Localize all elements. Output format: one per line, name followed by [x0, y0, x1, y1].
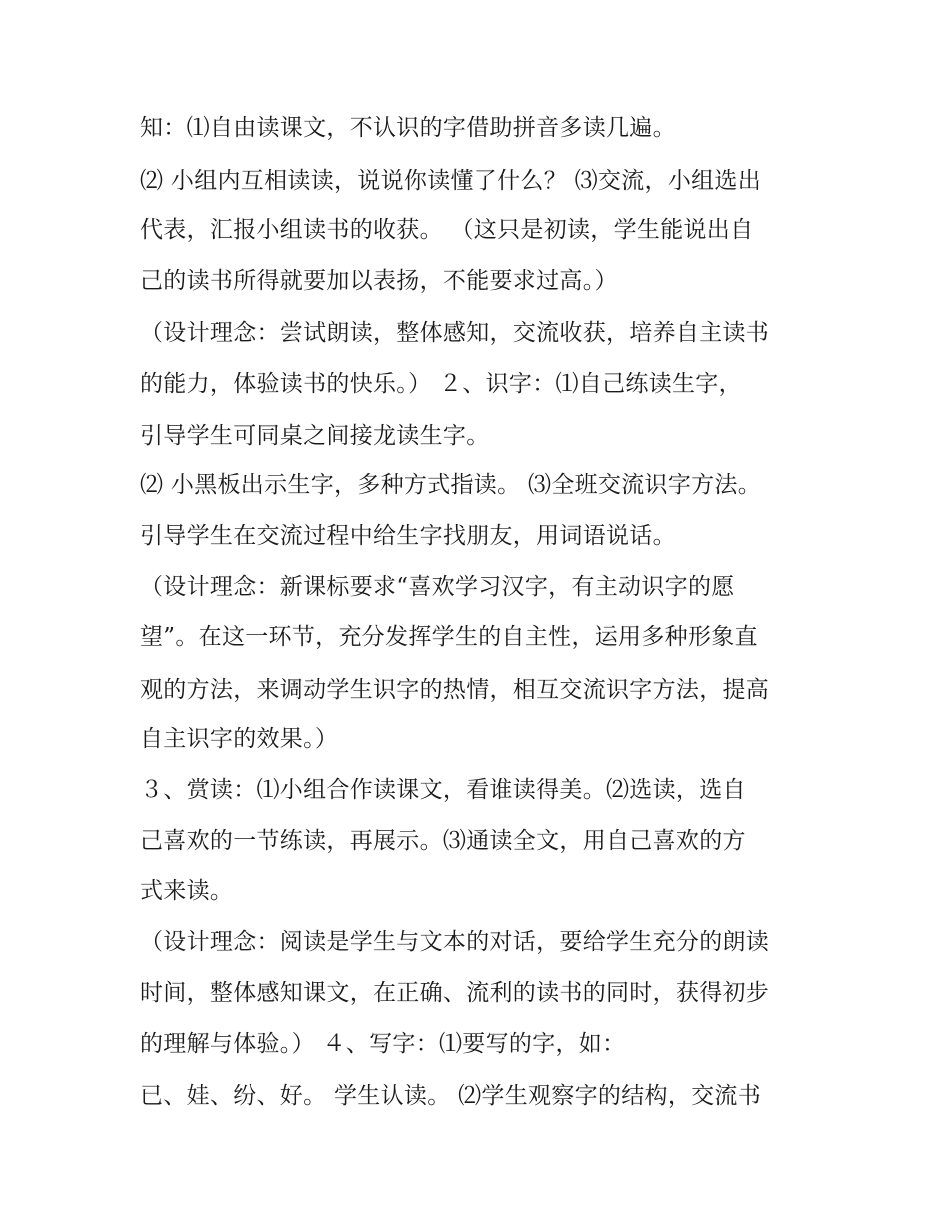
text-line: ３、赏读：⑴小组合作读课文，看谁读得美。⑵选读，选自 [140, 777, 746, 803]
text-line: （设计理念：尝试朗读，整体感知，交流收获，培养自主读书 [140, 320, 770, 346]
text-line: 己的读书所得就要加以表扬，不能要求过高。） [140, 268, 618, 294]
text-line: 观的方法，来调动学生识字的热情，相互交流识字方法，提高 [140, 677, 770, 703]
text-line: 引导学生可同桌之间接龙读生字。 [140, 423, 490, 449]
text-line: ⑵ 小组内互相读读，说说你读懂了什么？ ⑶交流，小组选出 [140, 168, 762, 194]
text-line: （设计理念：阅读是学生与文本的对话，要给学生充分的朗读 [140, 929, 770, 955]
text-line: 时间，整体感知课文，在正确、流利的读书的同时，获得初步 [140, 980, 770, 1006]
text-line: （设计理念：新课标要求“喜欢学习汉字，有主动识字的愿 [140, 574, 735, 600]
text-line: 己喜欢的一节练读，再展示。⑶通读全文，用自己喜欢的方 [140, 828, 746, 854]
text-line: 式来读。 [140, 878, 234, 904]
text-line: 的理解与体验。） ４、写字：⑴要写的字，如： [140, 1031, 626, 1057]
text-line: 知：⑴自由读课文，不认识的字借助拼音多读几遍。 [140, 115, 676, 141]
text-line: 的能力，体验读书的快乐。） ２、识字：⑴自己练读生字， [140, 371, 742, 397]
text-line: 望”。在这一环节，充分发挥学生的自主性，运用多种形象直 [140, 624, 758, 650]
text-line: 代表，汇报小组读书的收获。 （这只是初读，学生能说出自 [140, 217, 754, 243]
text-line: 引导学生在交流过程中给生字找朋友，用词语说话。 [140, 523, 676, 549]
text-line: ⑵ 小黑板出示生字，多种方式指读。 ⑶全班交流识字方法。 [140, 472, 762, 498]
text-line: 自主识字的效果。） [140, 726, 339, 752]
text-line: 已、娃、纷、好。 学生认读。 ⑵学生观察字的结构，交流书 [140, 1083, 762, 1109]
